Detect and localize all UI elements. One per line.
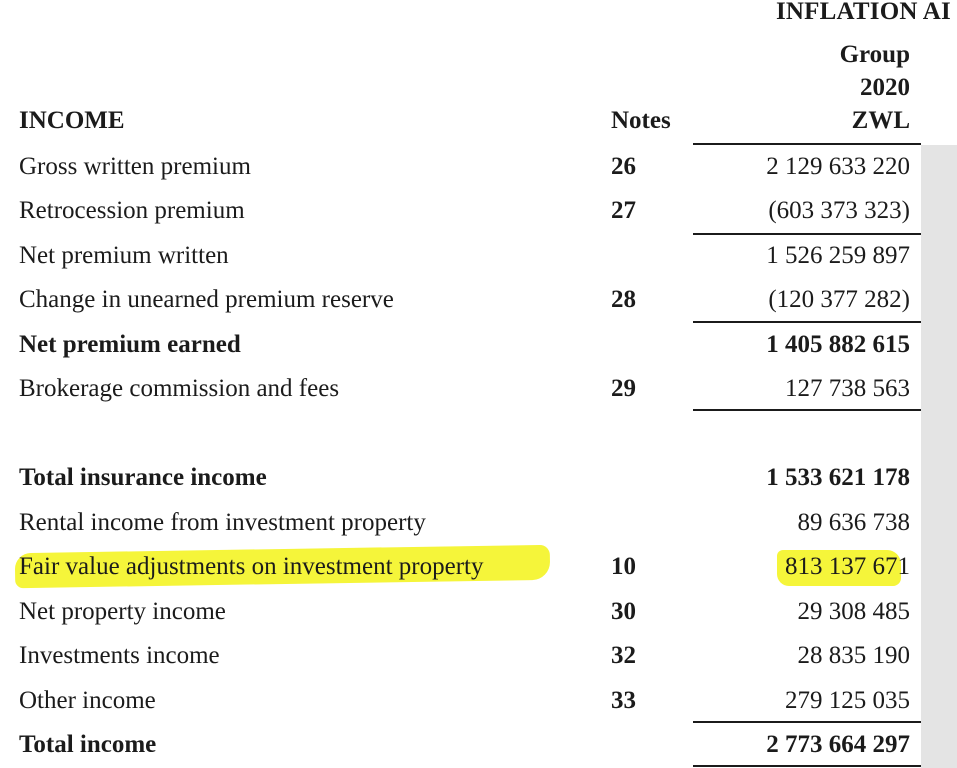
- row-note: 10: [611, 553, 636, 580]
- row-label: Net premium earned: [19, 331, 241, 358]
- inflation-adjusted-banner: INFLATION AI: [776, 0, 951, 25]
- row-note: 32: [611, 642, 636, 669]
- table-row: [0, 679, 957, 723]
- table-row: [0, 723, 957, 767]
- row-value: 2 129 633 220: [766, 153, 910, 180]
- row-note: 26: [611, 153, 636, 180]
- notes-column-title: Notes: [611, 107, 671, 134]
- table-row: [0, 456, 957, 500]
- table-row: [0, 501, 957, 545]
- row-label: Net property income: [19, 598, 226, 625]
- row-value: 813 137 671: [785, 553, 910, 580]
- table-row: [0, 323, 957, 367]
- year-column-label: 2020: [860, 74, 910, 101]
- row-label: Fair value adjustments on investment property: [19, 553, 484, 580]
- row-value: 127 738 563: [785, 375, 910, 402]
- table-row: [0, 234, 957, 278]
- row-label: Rental income from investment property: [19, 509, 426, 536]
- row-value: 279 125 035: [785, 687, 910, 714]
- table-row: [0, 145, 957, 189]
- row-note: 28: [611, 286, 636, 313]
- row-note: 29: [611, 375, 636, 402]
- row-label: Investments income: [19, 642, 220, 669]
- table-row: [0, 590, 957, 634]
- table-row: [0, 189, 957, 233]
- row-value: 1 526 259 897: [766, 242, 910, 269]
- row-value: 89 636 738: [797, 509, 910, 536]
- row-label: Net premium written: [19, 242, 229, 269]
- row-value: 1 533 621 178: [766, 464, 910, 491]
- row-label: Gross written premium: [19, 153, 251, 180]
- row-value: 1 405 882 615: [766, 331, 910, 358]
- row-value: 2 773 664 297: [766, 731, 910, 758]
- row-note: 33: [611, 687, 636, 714]
- row-note: 27: [611, 197, 636, 224]
- row-label: Change in unearned premium reserve: [19, 286, 394, 313]
- table-row: [0, 278, 957, 322]
- row-value: (603 373 323): [768, 197, 910, 224]
- row-label: Total income: [19, 731, 157, 758]
- row-value: 29 308 485: [797, 598, 910, 625]
- row-value: 28 835 190: [797, 642, 910, 669]
- row-label: Brokerage commission and fees: [19, 375, 340, 402]
- income-section-title: INCOME: [19, 107, 125, 134]
- row-label: Other income: [19, 687, 156, 714]
- row-note: 30: [611, 598, 636, 625]
- group-column-label: Group: [839, 41, 910, 68]
- row-value: (120 377 282): [768, 286, 910, 313]
- table-row: [0, 634, 957, 678]
- row-label: Total insurance income: [19, 464, 267, 491]
- currency-column-label: ZWL: [851, 107, 910, 134]
- table-row-highlighted: [0, 545, 957, 589]
- row-label: Retrocession premium: [19, 197, 245, 224]
- table-row: [0, 367, 957, 411]
